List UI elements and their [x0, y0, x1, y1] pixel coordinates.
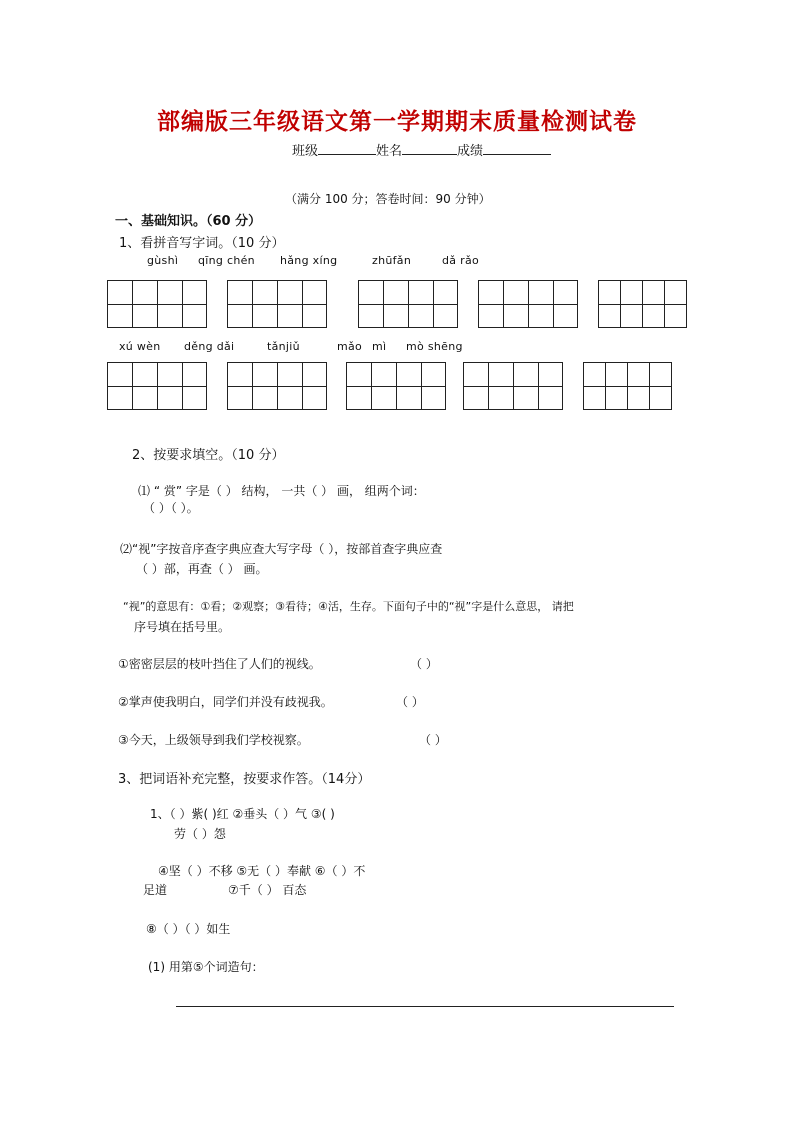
writing-grid[interactable]: [227, 362, 327, 410]
answer-paren[interactable]: （ ）: [396, 695, 424, 709]
writing-grid[interactable]: [583, 362, 672, 410]
meaning-line2: 序号填在括号里。: [134, 620, 231, 634]
score-label: 成绩: [457, 144, 484, 159]
q3-line4b: ⑦千（ ） 百态: [228, 883, 307, 897]
sentence-3: ③今天，上级领导到我们学校视察。: [118, 733, 309, 747]
section1-heading: 一、基础知识。（60 分）: [115, 214, 262, 229]
pinyin-item: mì: [372, 340, 387, 353]
q3-line5: ⑧（ ）（ ）如生: [146, 922, 231, 936]
pinyin-item: qīng chén: [198, 254, 255, 267]
q2-p1-line1: ⑴ “ 赏” 字是（ ） 结构， 一共（ ） 画， 组两个词：: [138, 484, 425, 498]
pinyin-item: mǎo: [337, 340, 363, 353]
q2-p1-line2: （ ）（ ）。: [143, 501, 199, 515]
q3-sub1: (1) 用第⑤个词造句：: [148, 960, 264, 974]
sentence-2: ②掌声使我明白，同学们并没有歧视我。: [118, 695, 333, 709]
q3-line4a: 足道: [143, 883, 168, 897]
writing-grid[interactable]: [463, 362, 563, 410]
sentence-1: ①密密层层的枝叶挡住了人们的视线。: [118, 657, 321, 671]
page-title: 部编版三年级语文第一学期期末质量检测试卷: [157, 108, 637, 135]
answer-line[interactable]: [176, 1006, 674, 1007]
writing-grid[interactable]: [346, 362, 446, 410]
q3-line1: 1、（ ）紫( )红 ②垂头（ ）气 ③( ): [150, 807, 335, 821]
writing-grid[interactable]: [107, 280, 207, 328]
writing-grid[interactable]: [598, 280, 687, 328]
q2-p2-line1: ⑵“视”字按音序查字典应查大写字母（ ），按部首查字典应查: [120, 542, 443, 556]
pinyin-item: xú wèn: [119, 340, 161, 353]
q3-line3: ④坚（ ）不移 ⑤无（ ）奉献 ⑥（ ）不: [158, 864, 366, 878]
exam-meta: （满分 100 分；答卷时间：90 分钟）: [285, 192, 491, 206]
answer-paren[interactable]: （ ）: [419, 733, 447, 747]
answer-paren[interactable]: （ ）: [410, 657, 438, 671]
writing-grid[interactable]: [107, 362, 207, 410]
pinyin-item: tǎnjiǔ: [267, 340, 300, 353]
meaning-line1: “视”的意思有：①看；②观察；③看待；④活，生存。下面句子中的“视”字是什么意思， 请把: [123, 600, 574, 613]
q3-label: 3、把词语补充完整，按要求作答。（14分）: [118, 772, 371, 787]
pinyin-item: hǎng xíng: [280, 254, 338, 267]
pinyin-item: dǎ rǎo: [442, 254, 480, 267]
q3-line2: 劳（ ）怨: [174, 827, 226, 841]
writing-grid[interactable]: [227, 280, 327, 328]
q1-label: 1、看拼音写字词。（10 分）: [119, 236, 285, 251]
score-blank[interactable]: [483, 142, 551, 155]
q2-label: 2、按要求填空。（10 分）: [132, 448, 285, 463]
writing-grid[interactable]: [358, 280, 458, 328]
pinyin-item: gùshì: [147, 254, 179, 267]
pinyin-item: mò shēng: [406, 340, 463, 353]
name-label: 姓名: [376, 144, 403, 159]
pinyin-item: zhūfǎn: [372, 254, 412, 267]
class-label: 班级: [292, 144, 319, 159]
name-blank[interactable]: [402, 142, 457, 155]
writing-grid[interactable]: [478, 280, 578, 328]
class-blank[interactable]: [318, 142, 376, 155]
q2-p2-line2: （ ）部，再查（ ） 画。: [136, 562, 268, 576]
student-info-line: [292, 140, 551, 159]
pinyin-item: děng dǎi: [184, 340, 235, 353]
